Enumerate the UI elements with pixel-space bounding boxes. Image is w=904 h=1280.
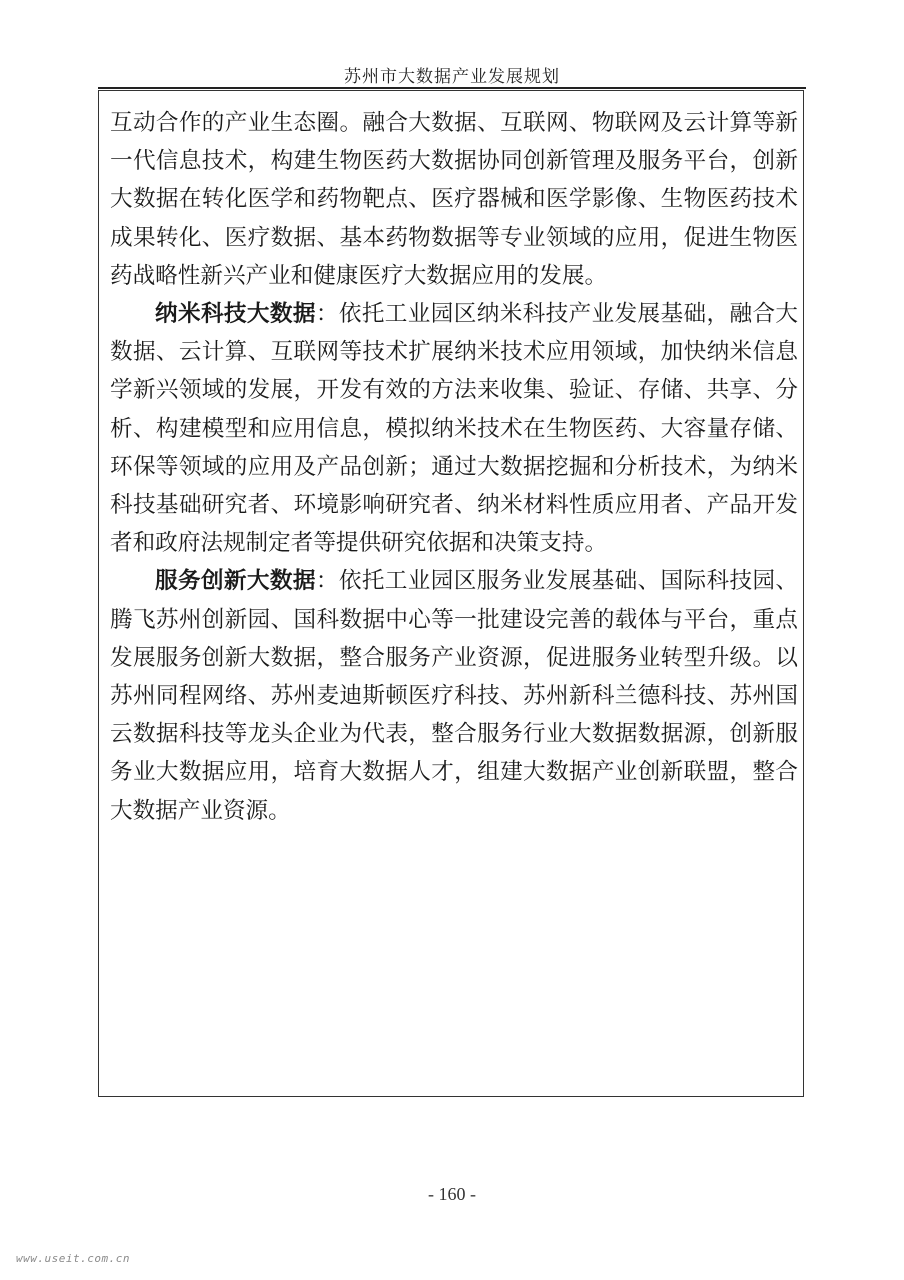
page-number: - 160 - [428, 1184, 476, 1204]
paragraph-3-text: 依托工业园区服务业发展基础、国际科技园、腾飞苏州创新园、国科数据中心等一批建设完善的载体与平台，重点发展服务创新大数据，整合服务产业资源，促进服务业转型升级。以苏州同程网络、苏州麦迪斯顿医疗科技、苏州新科兰德科技、苏州国云数据科技等龙头企业为代表，整合服务行业大数据数据源，创新服务业大数据应用，培育大数据人才，组建大数据产业创新联盟，整合大数据产业资源。 [110, 568, 799, 824]
paragraph-3-heading: 服务创新大数据 [155, 568, 316, 595]
paragraph-2-text: 依托工业园区纳米科技产业发展基础，融合大数据、云计算、互联网等技术扩展纳米技术应用领域，加快纳米信息学新兴领域的发展，开发有效的方法来收集、验证、存储、共享、分析、构建模型和应用信息，模拟纳米技术在生物医药、大容量存储、环保等领域的应用及产品创新；通过大数据挖掘和分析技术，为纳米科技基础研究者、环境影响研究者、纳米材料性质应用者、产品开发者和政府法规制定者等提供研究依据和决策支持。 [110, 301, 799, 557]
paragraph-2-separator: ： [315, 301, 339, 328]
paragraph-3-separator: ： [315, 568, 339, 595]
running-header-title: 苏州市大数据产业发展规划 [344, 67, 560, 87]
paragraph-3 [110, 562, 798, 829]
paragraph-2 [110, 295, 798, 562]
paragraph-2-heading: 纳米科技大数据 [155, 301, 316, 328]
paragraph-1: 互动合作的产业生态圈。融合大数据、互联网、物联网及云计算等新一代信息技术，构建生物医药大数据协同创新管理及服务平台，创新大数据在转化医学和药物靶点、医疗器械和医学影像、生物医药技术成果转化、医疗数据、基本药物数据等专业领域的应用，促进生物医药战略性新兴产业和健康医疗大数据应用的发展。 [110, 110, 798, 289]
header-rule [98, 87, 806, 89]
watermark-text: www.useit.com.cn [16, 1252, 130, 1265]
body-text [110, 104, 798, 830]
